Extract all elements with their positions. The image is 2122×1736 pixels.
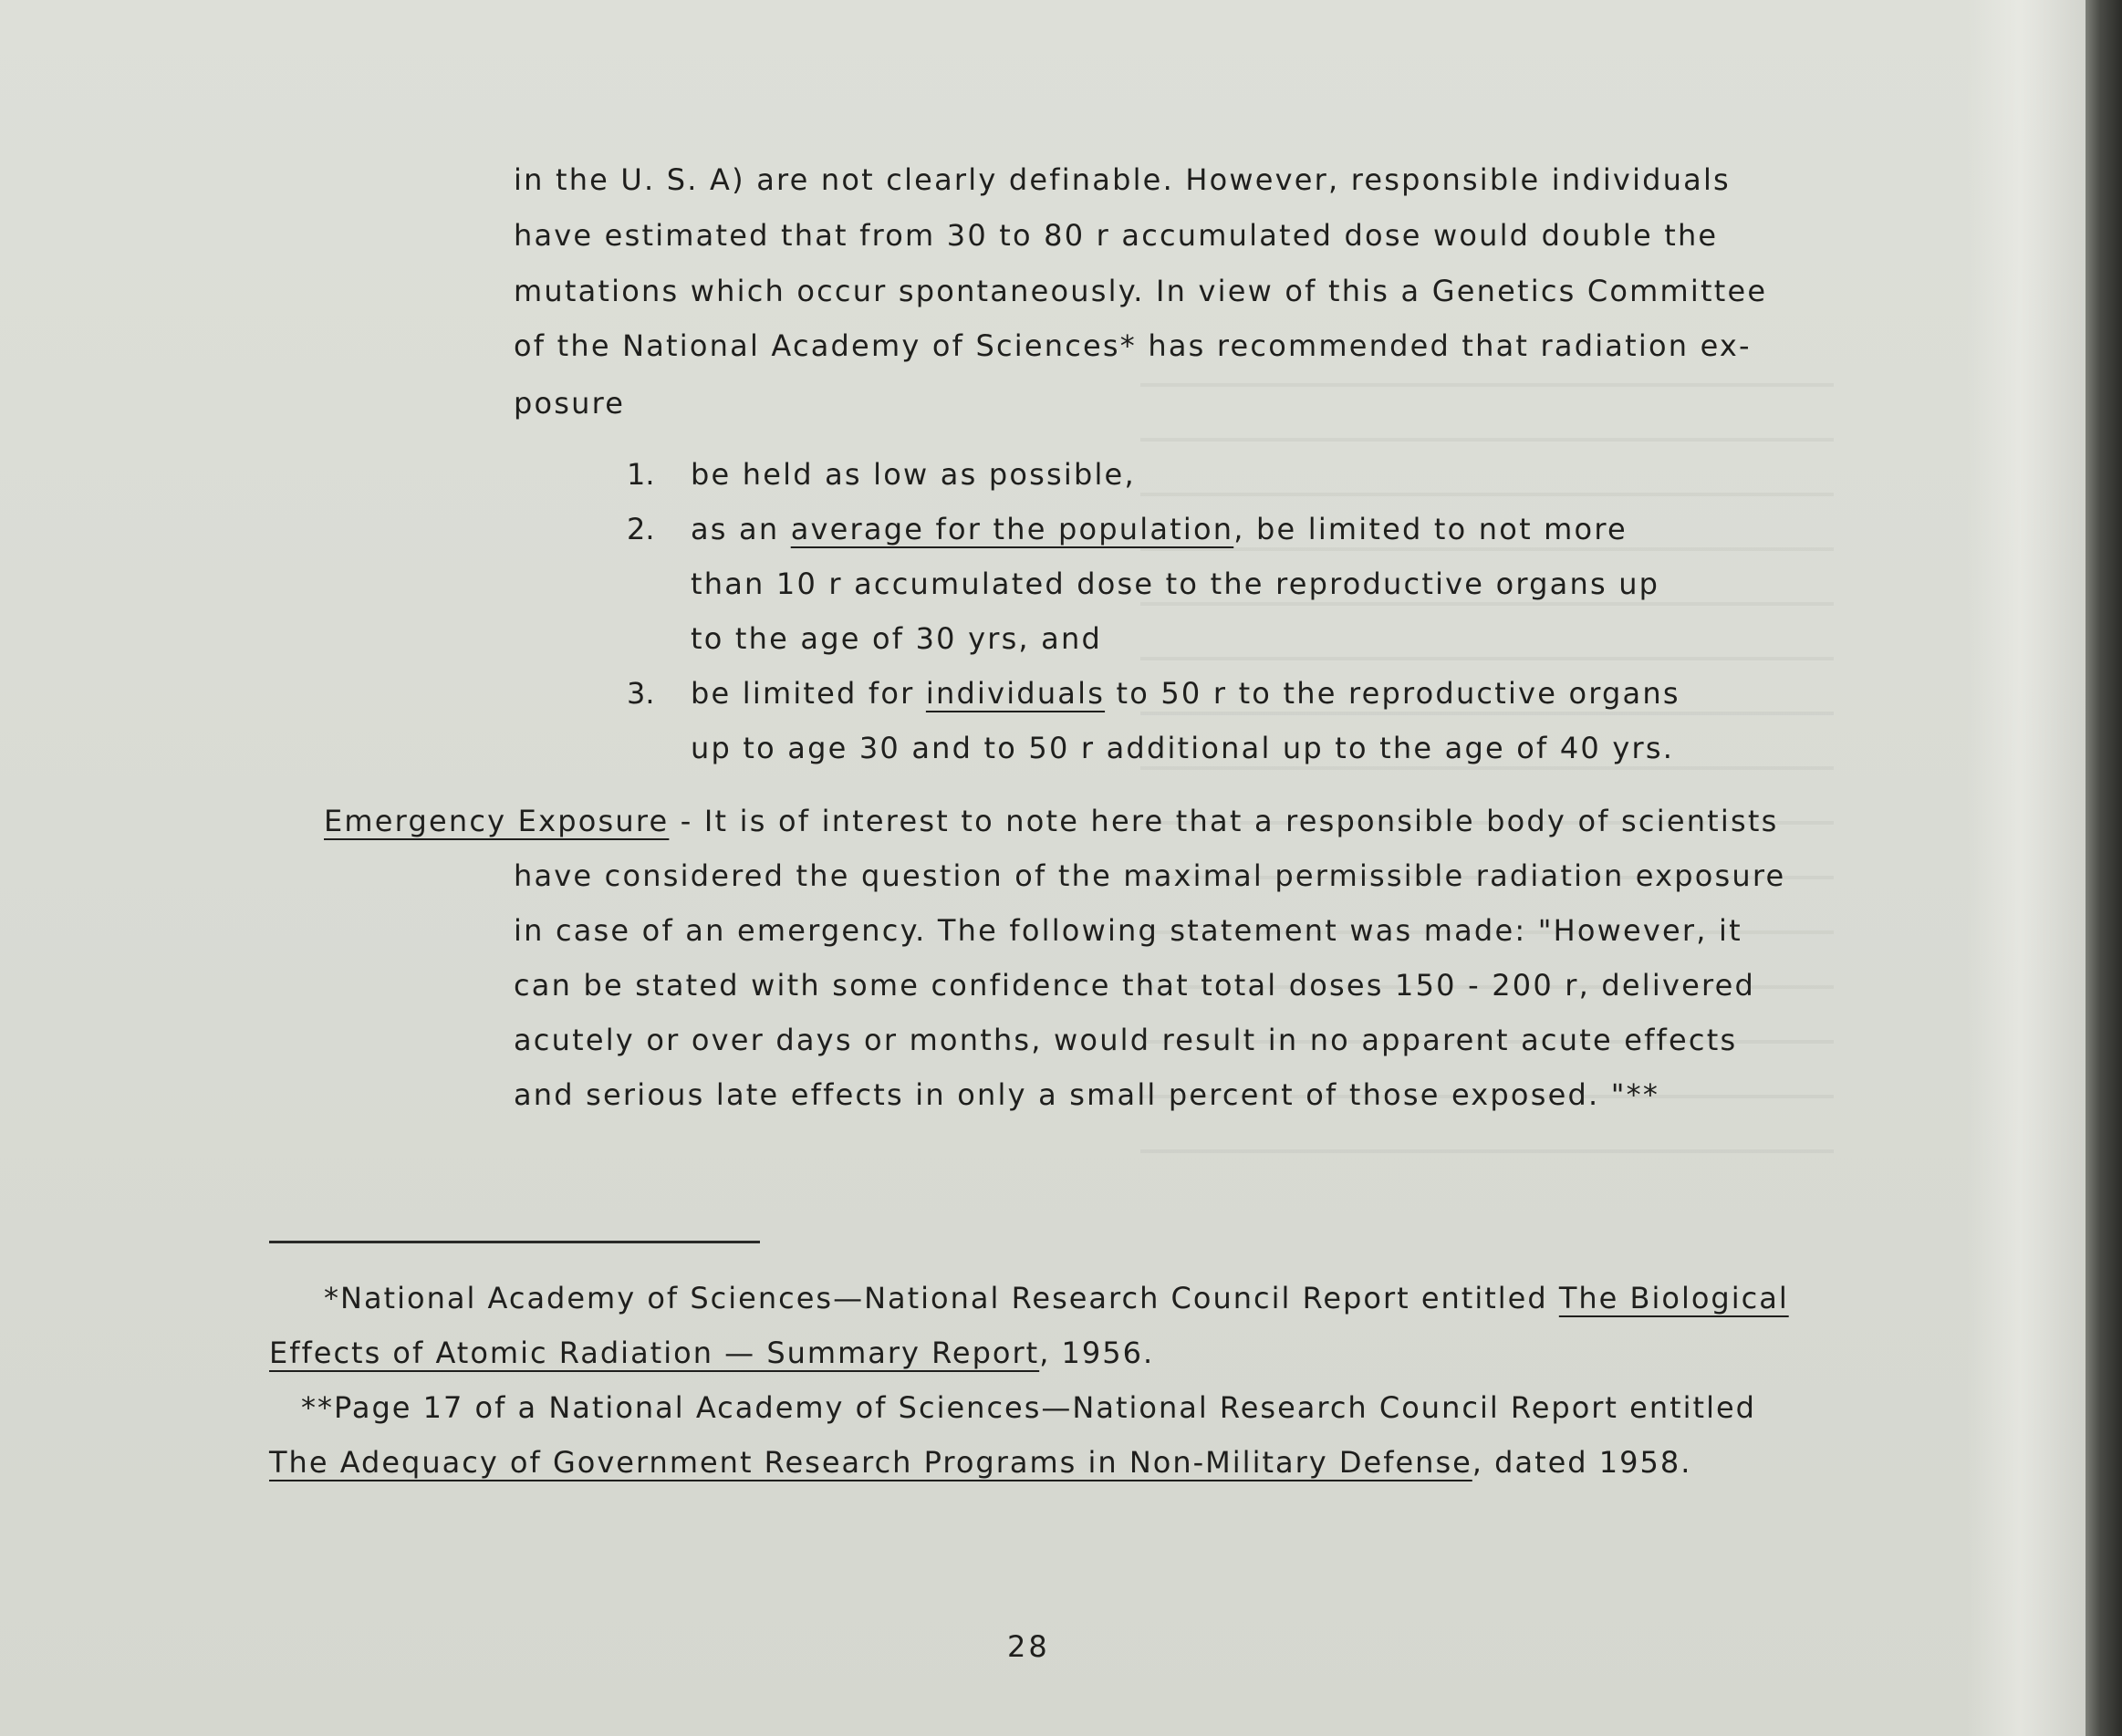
segment: , be limited to not more — [1233, 512, 1628, 546]
segment: to 50 r to the reproductive organs — [1105, 676, 1680, 711]
footnote-1-text: *National Academy of Sciences—National Research Council Report entitled — [324, 1281, 1559, 1315]
footnote-2-date: , dated 1958. — [1472, 1445, 1692, 1480]
footnote-2-line-2 — [269, 1444, 1691, 1481]
list-item-2-line-1 — [691, 511, 1628, 547]
list-item-3-line-1 — [691, 675, 1680, 712]
footnote-1-line-1 — [324, 1280, 1789, 1316]
list-number-1: 1. — [627, 457, 655, 492]
body-line-3: mutations which occur spontaneously. In view of this a Genetics Committee — [514, 274, 1768, 308]
segment: to the age of 30 yrs, and — [691, 621, 1102, 656]
footnote-1-line-2 — [269, 1335, 1154, 1371]
list-number-2: 2. — [627, 512, 655, 546]
footnote-2-title: The Adequacy of Government Research Programs in Non-Military Defense — [269, 1445, 1472, 1480]
body-line-5: posure — [514, 386, 626, 421]
emergency-line-2: have considered the question of the maximal permissible radiation exposure — [514, 858, 1786, 893]
segment: be limited for — [691, 676, 926, 711]
segment: up to age 30 and to 50 r additional up to the age of 40 yrs. — [691, 731, 1675, 765]
footnote-rule — [269, 1241, 760, 1243]
emergency-line-1 — [324, 803, 1779, 839]
footnote-1-title-part-2: Effects of Atomic Radiation — Summary Report — [269, 1336, 1040, 1370]
underlined-phrase: average for the population — [790, 512, 1234, 546]
list-item-2-line-2 — [691, 566, 1659, 602]
emergency-line-5: acutely or over days or months, would result in no apparent acute effects — [514, 1023, 1738, 1057]
body-line-1: in the U. S. A) are not clearly definable. However, responsible individuals — [514, 162, 1731, 197]
segment: than 10 r accumulated dose to the reproductive organs up — [691, 567, 1660, 601]
body-line-4: of the National Academy of Sciences* has recommended that radiation ex- — [514, 328, 1752, 363]
emergency-line-3: in case of an emergency. The following statement was made: "However, it — [514, 913, 1742, 948]
footnote-1-date: , 1956. — [1039, 1336, 1155, 1370]
list-item-1-line-1 — [691, 456, 1136, 493]
emergency-line-6: and serious late effects in only a small percent of those exposed. "** — [514, 1077, 1660, 1112]
binding-edge — [2086, 0, 2122, 1736]
body-line-2: have estimated that from 30 to 80 r accumulated dose would double the — [514, 218, 1719, 253]
emergency-heading: Emergency Exposure — [324, 804, 670, 838]
list-item-2-line-3 — [691, 620, 1102, 657]
list-number-3: 3. — [627, 676, 655, 711]
emergency-intro: - It is of interest to note here that a responsible body of scientists — [669, 804, 1779, 838]
page-number: 28 — [1007, 1629, 1050, 1664]
segment: as an — [691, 512, 791, 546]
footnote-1-title-part-1: The Biological — [1558, 1281, 1789, 1315]
segment: be held as low as possible, — [691, 457, 1136, 492]
page-curl-shade — [1967, 0, 2086, 1736]
underlined-phrase: individuals — [925, 676, 1106, 711]
emergency-line-4: can be stated with some confidence that total doses 150 - 200 r, delivered — [514, 968, 1756, 1003]
footnote-2-line-1: **Page 17 of a National Academy of Sciences—National Research Council Report entitled — [301, 1390, 1756, 1425]
list-item-3-line-2 — [691, 730, 1674, 766]
